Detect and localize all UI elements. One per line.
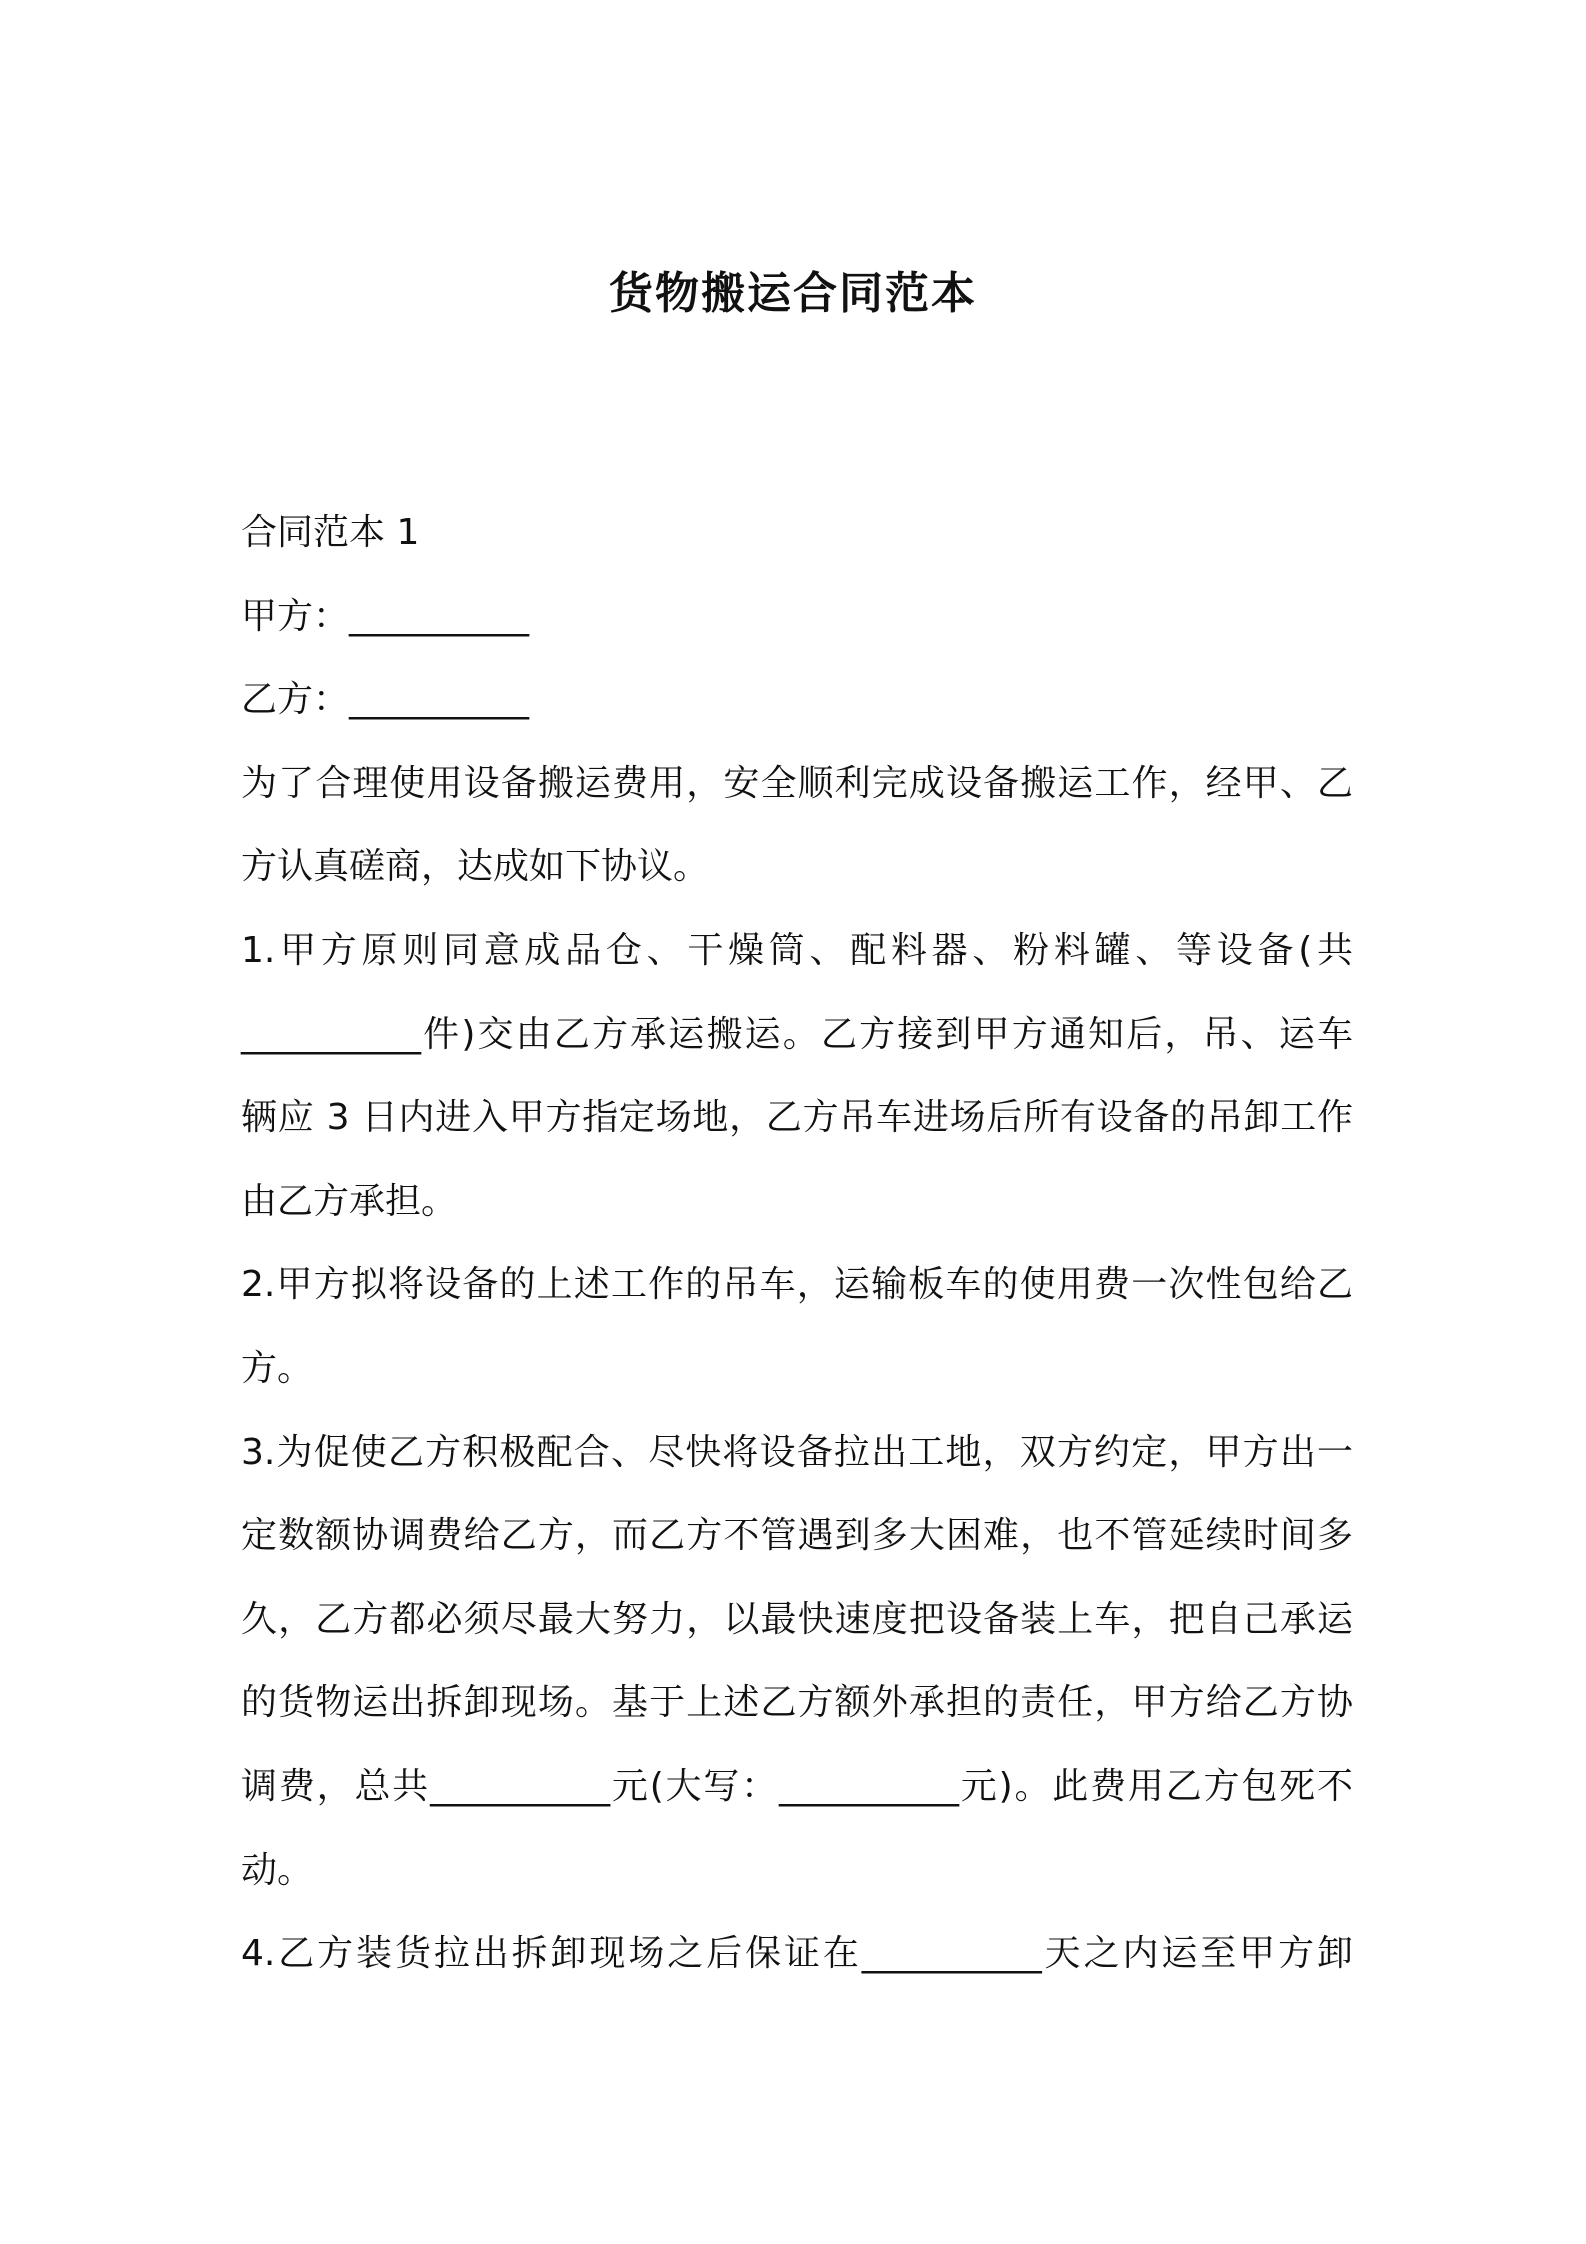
party-b-line: 乙方：__________ — [241, 679, 530, 721]
document-body — [241, 491, 1353, 1996]
clause-3-line: 定数额协调费给乙方，而乙方不管遇到多大困难，也不管延续时间多 — [241, 1515, 1353, 1557]
clause-3-line: 的货物运出拆卸现场。基于上述乙方额外承担的责任，甲方给乙方协 — [241, 1682, 1353, 1724]
party-a-line: 甲方：__________ — [241, 595, 530, 637]
clause-2-line: 方。 — [241, 1347, 314, 1389]
document-title: 货物搬运合同范本 — [609, 268, 977, 319]
section-heading: 合同范本 1 — [241, 512, 420, 553]
clause-3-line: 久，乙方都必须尽最大努力，以最快速度把设备装上车，把自己承运 — [241, 1598, 1353, 1640]
clause-3-line: 3.为促使乙方积极配合、尽快将设备拉出工地，双方约定，甲方出一 — [241, 1431, 1353, 1473]
clause-3-line: 动。 — [241, 1849, 314, 1891]
clause-4-line: 4.乙方装货拉出拆卸现场之后保证在__________天之内运至甲方卸 — [241, 1933, 1353, 1975]
clause-1-line: 1.甲方原则同意成品仓、干燥筒、配料器、粉料罐、等设备(共 — [241, 929, 1353, 971]
clause-1-line: 由乙方承担。 — [241, 1180, 458, 1222]
clause-1-line: 辆应 3 日内进入甲方指定场地，乙方吊车进场后所有设备的吊卸工作 — [241, 1097, 1353, 1139]
clause-1-line: __________件)交由乙方承运搬运。乙方接到甲方通知后，吊、运车 — [241, 1013, 1353, 1055]
clause-2-line: 2.甲方拟将设备的上述工作的吊车，运输板车的使用费一次性包给乙 — [241, 1264, 1353, 1306]
paragraph-line: 为了合理使用设备搬运费用，安全顺利完成设备搬运工作，经甲、乙 — [241, 762, 1353, 804]
paragraph-line: 方认真磋商，达成如下协议。 — [241, 846, 710, 888]
clause-3-line: 调费，总共__________元(大写：__________元)。此费用乙方包死不 — [241, 1765, 1353, 1807]
